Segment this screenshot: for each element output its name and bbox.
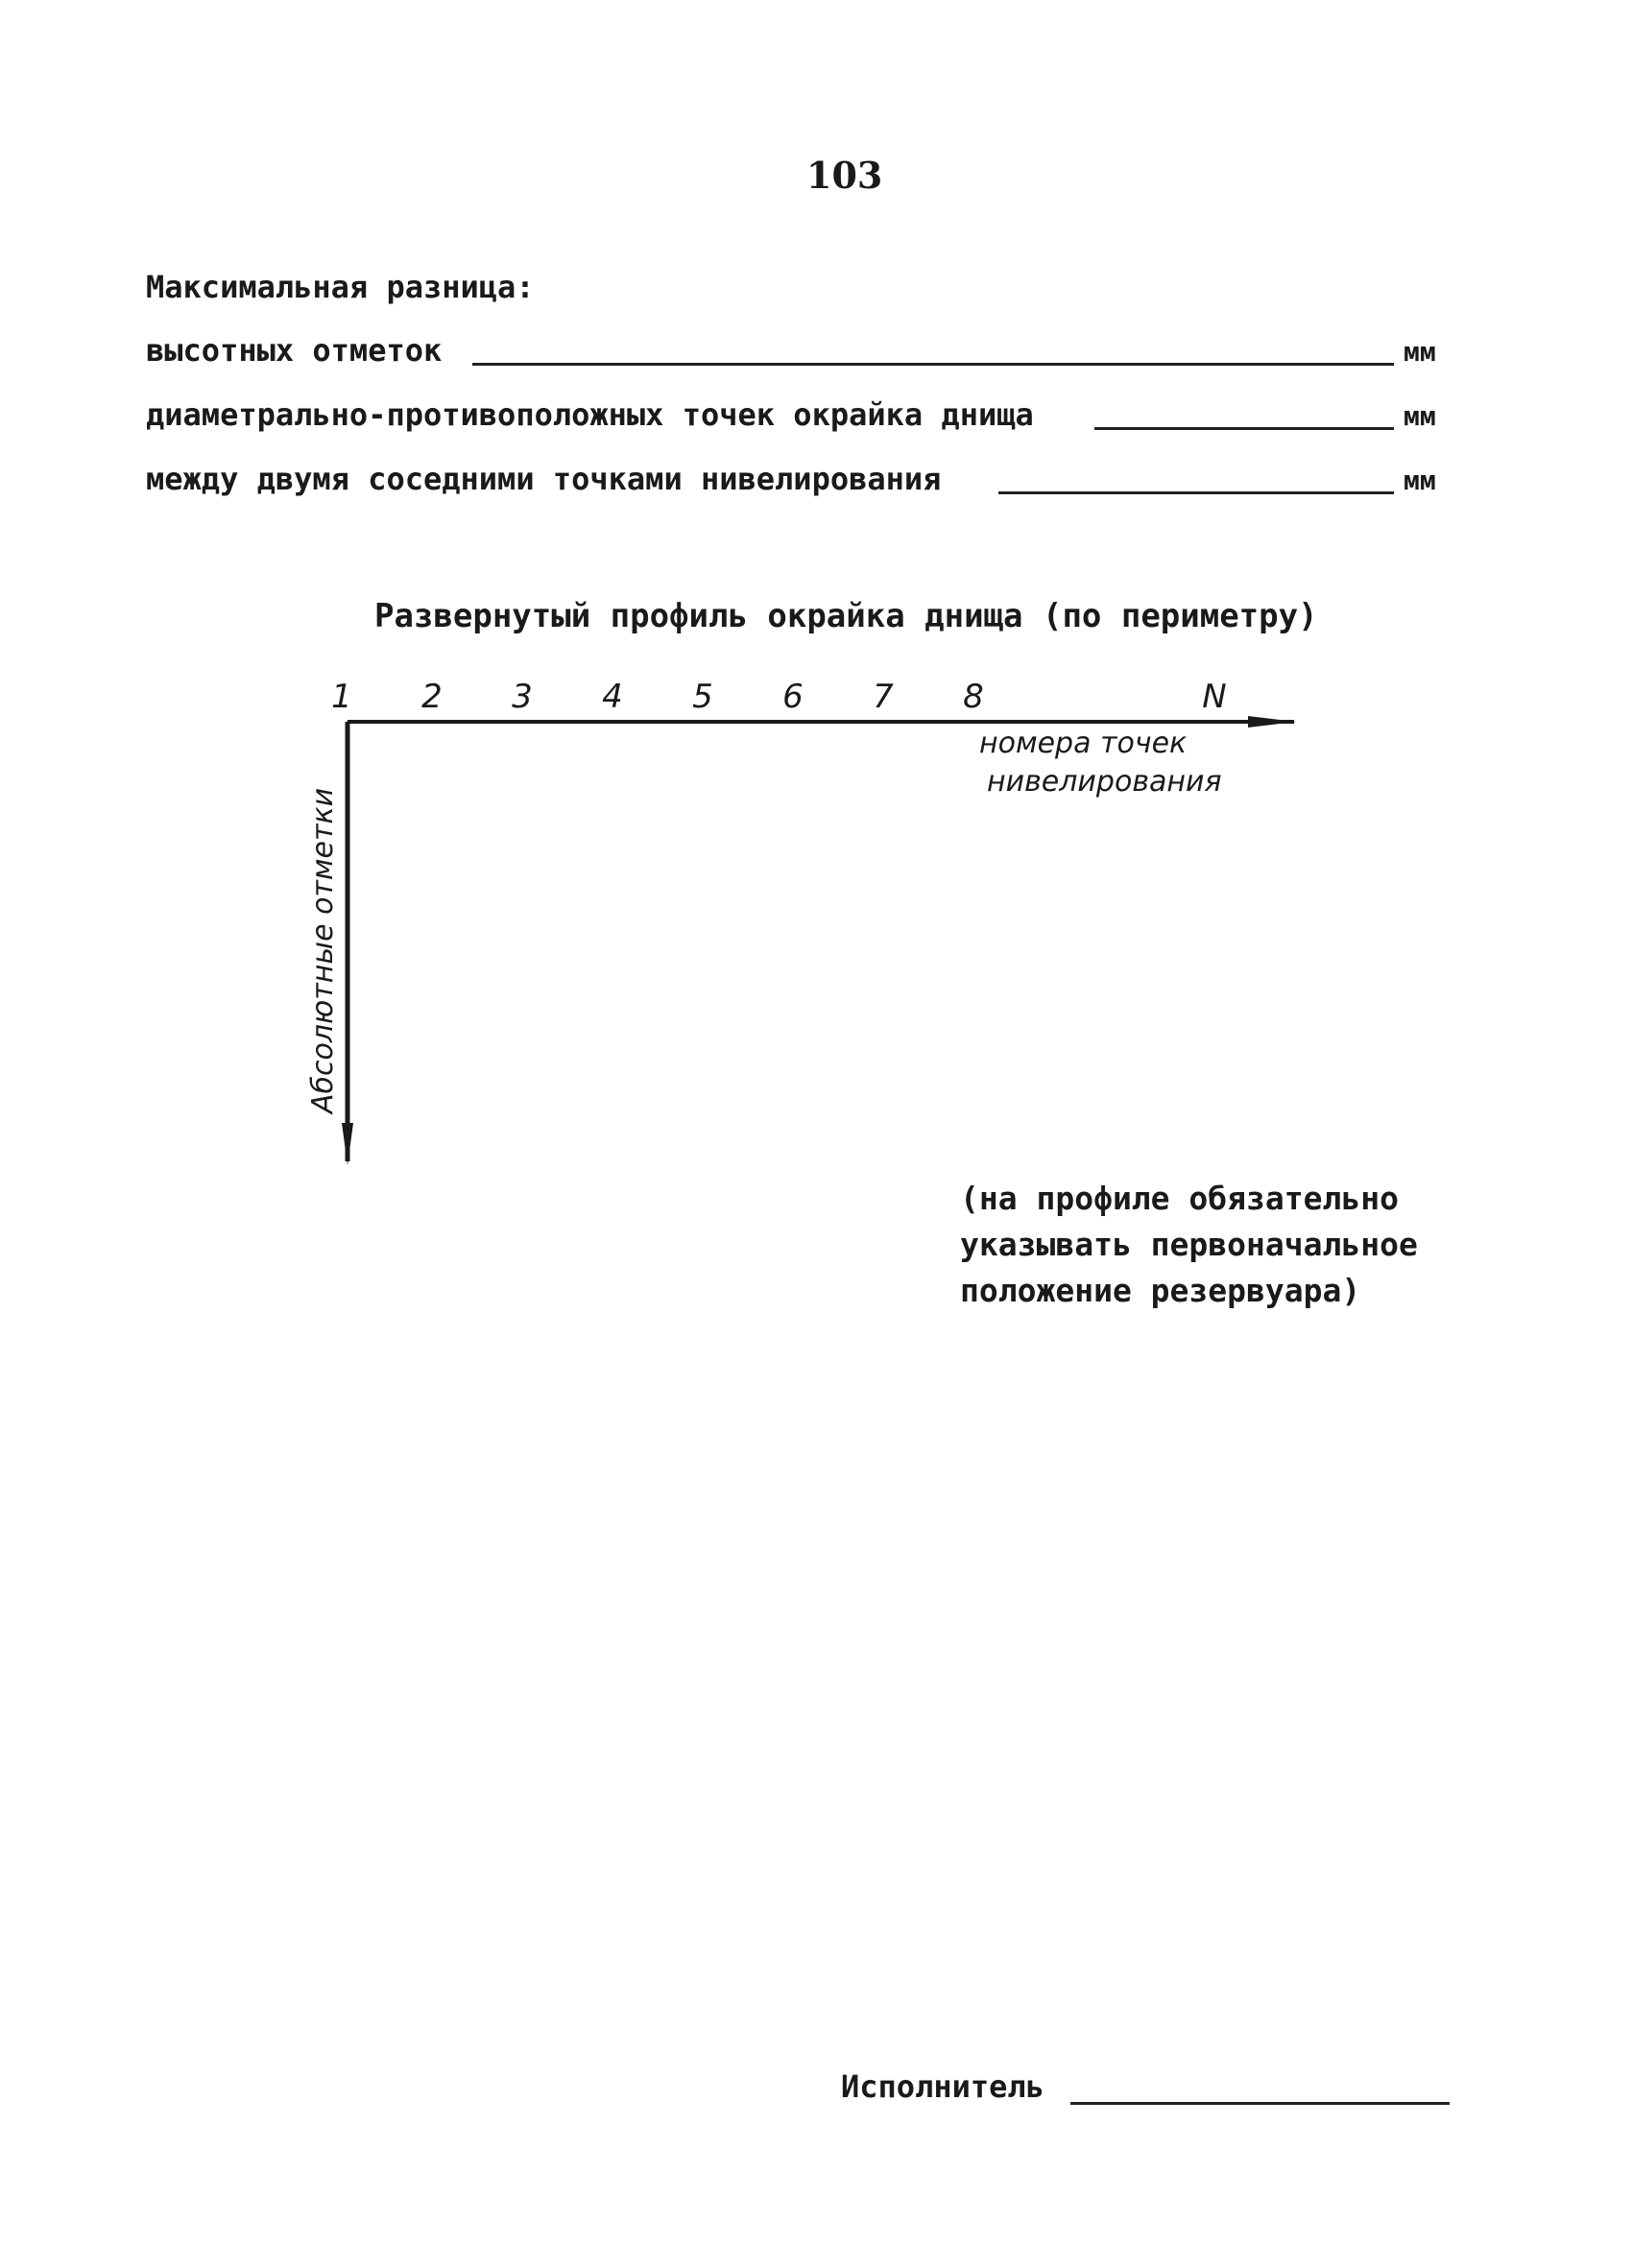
page-number: 103 [806,154,883,197]
x-tick-label-6: 6 [782,678,804,716]
profile-note [960,1176,1498,1314]
row-height-marks-label: высотных отметок [146,332,443,369]
row-diametral-unit: мм [1404,400,1436,432]
x-tick-label-n: N [1202,678,1227,716]
x-tick-label-7: 7 [873,678,894,716]
chart-title: Развернутый профиль окрайка днища (по периметру) [374,597,1318,635]
row-adjacent-label: между двумя соседними точками нивелирования [146,461,942,497]
y-axis-label: Абсолютные отметки [306,787,340,1113]
x-tick-label-5: 5 [692,678,713,716]
x-tick-label-1: 1 [331,678,352,716]
y-axis-arrow [342,1123,353,1165]
note-line-3: положение резервуара) [960,1272,1361,1309]
row-adjacent-unit: мм [1404,465,1436,496]
x-axis-arrow [1248,716,1296,728]
signature-blank[interactable] [1070,2102,1450,2105]
x-tick-label-3: 3 [512,678,533,716]
max-difference-heading: Максимальная разница: [146,269,535,305]
x-tick-label-8: 8 [963,678,984,716]
note-line-2: указывать первоначальное [960,1226,1418,1263]
x-tick-label-4: 4 [602,678,623,716]
row-diametral-label: диаметрально-противоположных точек окрайка днища [146,396,1034,433]
signature-label: Исполнитель [841,2068,1044,2105]
x-axis-label-line1: номера точек [979,727,1188,760]
x-tick-label-2: 2 [421,678,443,716]
x-axis-label-line2: нивелирования [987,765,1222,799]
row-height-marks-unit: мм [1404,336,1436,368]
note-line-1: (на профиле обязательно [960,1180,1399,1217]
